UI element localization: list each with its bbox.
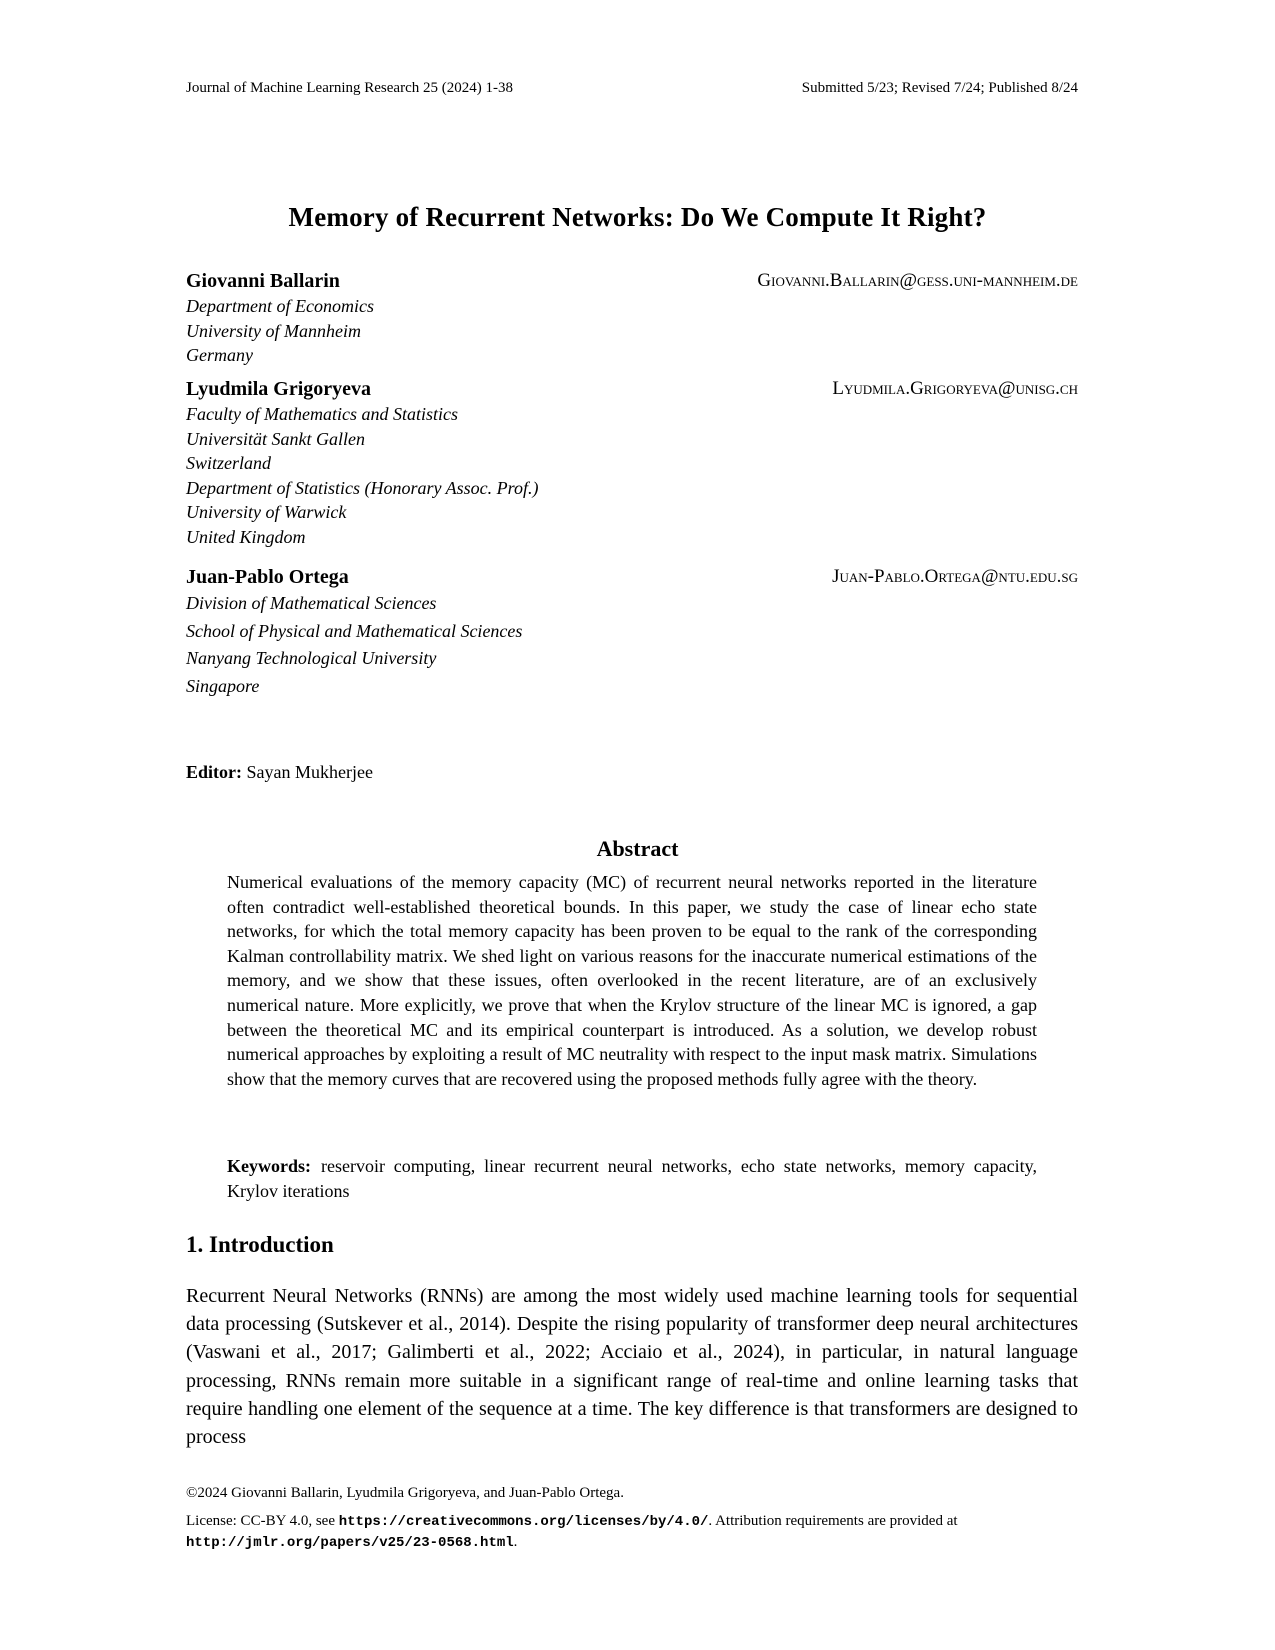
license-middle: . Attribution requirements are provided at [708, 1513, 958, 1529]
affiliation-line: Division of Mathematical Sciences [186, 593, 437, 613]
license-notice [186, 1511, 1078, 1553]
affiliation-line: Germany [186, 345, 253, 365]
submission-dates: Submitted 5/23; Revised 7/24; Published 8/24 [801, 80, 1078, 96]
paper-link[interactable]: http://jmlr.org/papers/v25/23-0568.html [186, 1535, 514, 1551]
author-name: Giovanni Ballarin [186, 270, 340, 292]
affiliation-line: University of Mannheim [186, 320, 361, 341]
affiliation-line: University of Warwick [186, 502, 347, 522]
affiliation-line: Nanyang Technological University [186, 648, 437, 668]
license-link[interactable]: https://creativecommons.org/licenses/by/4.0/ [338, 1514, 709, 1530]
affiliation-line: Switzerland [186, 453, 272, 473]
abstract-title: Abstract [596, 836, 679, 861]
introduction-text: Recurrent Neural Networks (RNNs) are among the most widely used machine learning tools for sequential data processing (Sutskever et al., 2014). Despite the rising popularity of transformer deep neural architectures (Vaswani et al., 2017; Galimberti et al., 2022; Acciaio et al., 2024), in particular, in natural language processing, RNNs remain more suitable in a significant range of real-time and online learning tasks that require handling one element of the sequence at a time. The key difference is that transformers are designed to process [186, 1285, 1078, 1449]
affiliation-line: Department of Economics [186, 296, 374, 316]
affiliation-line: Faculty of Mathematics and Statistics [186, 404, 458, 424]
author-email[interactable]: Juan-Pablo.Ortega@ntu.edu.sg [832, 566, 1078, 587]
author-block-2 [186, 376, 1078, 549]
affiliation-line: United Kingdom [186, 526, 306, 547]
copyright-notice: ©2024 Giovanni Ballarin, Lyudmila Grigoryeva, and Juan-Pablo Ortega. [186, 1485, 624, 1501]
affiliation-line: Singapore [186, 675, 260, 696]
affiliation-line: Universität Sankt Gallen [186, 428, 365, 449]
editor-name: Sayan Mukherjee [246, 762, 373, 782]
journal-header: Journal of Machine Learning Research 25 (2024) 1-38 [186, 80, 513, 96]
keywords-label: Keywords: [227, 1156, 311, 1176]
editor-label: Editor: [186, 762, 242, 782]
abstract-text: Numerical evaluations of the memory capacity (MC) of recurrent neural networks reported in the literature often contradict well-established theoretical bounds. In this paper, we study the case of linear echo state networks, for which the total memory capacity has been proven to be equal to the rank of the corresponding Kalman controllability matrix. We shed light on various reasons for the inaccurate numerical estimations of the memory, and we show that these issues, often overlooked in the recent literature, are of an exclusively numerical nature. More explicitly, we prove that when the Krylov structure of the linear MC is ignored, a gap between the theoretical MC and its empirical counterpart is introduced. As a solution, we develop robust numerical approaches by exploiting a result of MC neutrality with respect to the input mask matrix. Simulations show that the memory curves that are recovered using the proposed methods fully agree with the theory. [227, 872, 1037, 1089]
affiliation-line: School of Physical and Mathematical Sciences [186, 620, 523, 641]
keywords [227, 1154, 1037, 1204]
license-suffix: . [513, 1534, 518, 1550]
author-email[interactable]: Giovanni.Ballarin@gess.uni-mannheim.de [757, 270, 1078, 291]
author-block-1 [186, 268, 1078, 368]
section-title-introduction: 1. Introduction [186, 1232, 334, 1257]
keywords-text: reservoir computing, linear recurrent neural networks, echo state networks, memory capacity, Krylov iterations [227, 1156, 1037, 1201]
author-name: Lyudmila Grigoryeva [186, 378, 371, 400]
affiliation-line: Department of Statistics (Honorary Assoc. Prof.) [186, 477, 539, 498]
paper-title: Memory of Recurrent Networks: Do We Compute It Right? [288, 202, 987, 232]
author-name: Juan-Pablo Ortega [186, 566, 349, 588]
author-block-3 [186, 564, 1078, 700]
author-email[interactable]: Lyudmila.Grigoryeva@unisg.ch [832, 378, 1078, 399]
license-prefix: License: CC-BY 4.0, see [186, 1513, 339, 1529]
editor-line [186, 762, 373, 783]
